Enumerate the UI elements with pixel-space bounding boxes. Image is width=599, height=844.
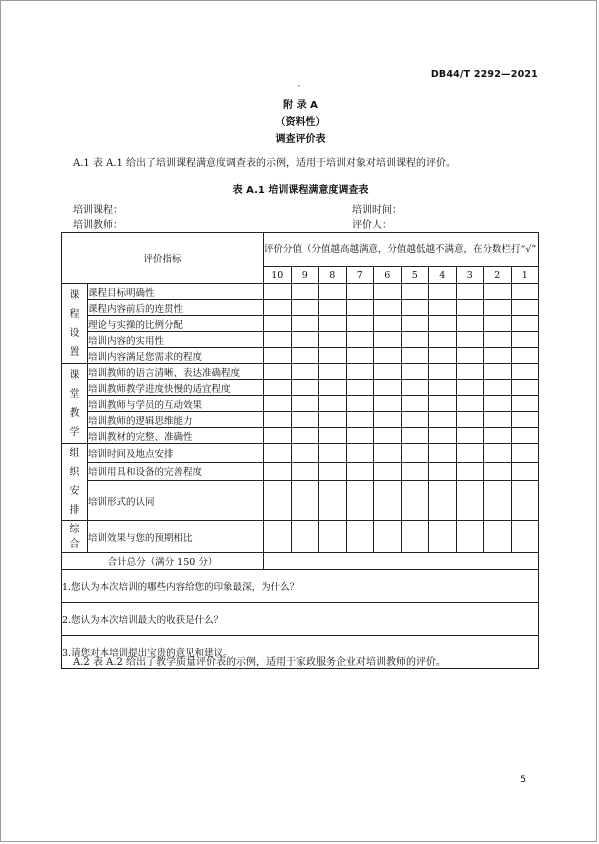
rating-cell[interactable]: [511, 284, 539, 300]
rating-cell[interactable]: [484, 380, 512, 396]
rating-cell[interactable]: [511, 444, 539, 463]
rating-cell[interactable]: [291, 332, 319, 348]
header-row: [62, 233, 539, 267]
rating-cell[interactable]: [374, 521, 402, 553]
rating-cell[interactable]: [401, 396, 429, 412]
question-text[interactable]: 3.请您对本培训提出宝贵的意见和建议。: [62, 636, 539, 669]
score-cell: 10: [264, 267, 292, 284]
rating-cell[interactable]: [291, 348, 319, 364]
rating-cell[interactable]: [401, 332, 429, 348]
rating-cell[interactable]: [511, 364, 539, 380]
indicator-header: 评价指标: [62, 233, 264, 284]
rating-cell[interactable]: [374, 284, 402, 300]
rating-cell[interactable]: [456, 481, 484, 521]
rating-cell[interactable]: [319, 316, 347, 332]
rating-cell[interactable]: [264, 348, 292, 364]
rating-cell[interactable]: [429, 348, 457, 364]
rating-cell[interactable]: [401, 462, 429, 481]
rating-cell[interactable]: [429, 332, 457, 348]
rating-cell[interactable]: [511, 380, 539, 396]
rating-cell[interactable]: [484, 300, 512, 316]
indicator-row: [62, 444, 539, 463]
rating-cell[interactable]: [291, 412, 319, 428]
rating-cell[interactable]: [456, 316, 484, 332]
rating-cell[interactable]: [291, 300, 319, 316]
score-cell: 5: [401, 267, 429, 284]
score-cell: 7: [346, 267, 374, 284]
rating-cell[interactable]: [319, 412, 347, 428]
rating-cell[interactable]: [346, 444, 374, 463]
rating-cell[interactable]: [291, 364, 319, 380]
rating-cell[interactable]: [346, 348, 374, 364]
indicator-row: [62, 364, 539, 380]
indicator-label: 培训教师与学员的互动效果: [88, 396, 264, 412]
survey-table: [61, 232, 539, 669]
question-text[interactable]: 1.您认为本次培训的哪些内容给您的印象最深，为什么？: [62, 570, 539, 603]
rating-cell[interactable]: [484, 316, 512, 332]
rating-cell[interactable]: [319, 332, 347, 348]
rating-cell[interactable]: [346, 300, 374, 316]
rating-cell[interactable]: [456, 428, 484, 444]
score-cell: 2: [484, 267, 512, 284]
rating-cell[interactable]: [511, 462, 539, 481]
rating-cell[interactable]: [429, 300, 457, 316]
score-cell: 4: [429, 267, 457, 284]
table-title: 表 A.1 培训课程满意度调查表: [232, 185, 369, 196]
paragraph-a1: A.1 表 A.1 给出了培训课程满意度调查表的示例，适用于培训对象对培训课程的评价。: [73, 158, 457, 169]
meta-course-label: 培训课程：: [73, 205, 123, 216]
rating-cell[interactable]: [429, 521, 457, 553]
rating-cell[interactable]: [264, 444, 292, 463]
indicator-row: [62, 462, 539, 481]
rating-cell[interactable]: [264, 481, 292, 521]
meta-time-label: 培训时间：: [352, 205, 402, 216]
rating-cell[interactable]: [374, 348, 402, 364]
rating-cell[interactable]: [264, 521, 292, 553]
indicator-label: 课程目标明确性: [88, 284, 264, 300]
indicator-row: [62, 332, 539, 348]
rating-cell[interactable]: [511, 412, 539, 428]
rating-cell[interactable]: [429, 380, 457, 396]
rating-cell[interactable]: [484, 396, 512, 412]
rating-cell[interactable]: [429, 396, 457, 412]
rating-cell[interactable]: [346, 316, 374, 332]
rating-cell[interactable]: [429, 481, 457, 521]
indicator-label: 培训教师教学进度快慢的适宜程度: [88, 380, 264, 396]
rating-cell[interactable]: [401, 284, 429, 300]
indicator-label: 课程内容前后的连贯性: [88, 300, 264, 316]
rating-cell[interactable]: [401, 364, 429, 380]
rating-cell[interactable]: [429, 444, 457, 463]
rating-cell[interactable]: [401, 348, 429, 364]
indicator-label: 培训教材的完整、准确性: [88, 428, 264, 444]
score-cell: 3: [456, 267, 484, 284]
rating-cell[interactable]: [346, 412, 374, 428]
score-cell: 9: [291, 267, 319, 284]
rating-cell[interactable]: [346, 428, 374, 444]
rating-cell[interactable]: [401, 412, 429, 428]
rating-cell[interactable]: [319, 428, 347, 444]
rating-cell[interactable]: [264, 412, 292, 428]
rating-cell[interactable]: [484, 332, 512, 348]
rating-cell[interactable]: [291, 481, 319, 521]
rating-cell[interactable]: [264, 332, 292, 348]
indicator-label: 培训形式的认同: [88, 481, 264, 521]
rating-cell[interactable]: [456, 348, 484, 364]
rating-cell[interactable]: [511, 332, 539, 348]
rating-cell[interactable]: [401, 481, 429, 521]
rating-cell[interactable]: [484, 364, 512, 380]
rating-cell[interactable]: [374, 380, 402, 396]
rating-cell[interactable]: [511, 348, 539, 364]
rating-cell[interactable]: [456, 444, 484, 463]
rating-cell[interactable]: [374, 364, 402, 380]
total-label: 合计总分（满分 150 分）: [62, 553, 264, 570]
rating-cell[interactable]: [319, 380, 347, 396]
rating-cell[interactable]: [401, 316, 429, 332]
rating-cell[interactable]: [429, 364, 457, 380]
rating-cell[interactable]: [291, 462, 319, 481]
total-row: [62, 553, 539, 570]
rating-cell[interactable]: [456, 364, 484, 380]
indicator-label: 培训教师的语言清晰、表达准确程度: [88, 364, 264, 380]
appendix-heading: [1, 97, 599, 148]
rating-cell[interactable]: [511, 396, 539, 412]
rating-cell[interactable]: [456, 284, 484, 300]
indicator-row: [62, 380, 539, 396]
indicator-label: 培训内容满足您需求的程度: [88, 348, 264, 364]
rating-cell[interactable]: [484, 462, 512, 481]
rating-cell[interactable]: [484, 412, 512, 428]
rating-cell[interactable]: [429, 428, 457, 444]
total-score-cell[interactable]: [264, 553, 539, 570]
indicator-row: [62, 316, 539, 332]
rating-cell[interactable]: [346, 284, 374, 300]
rating-cell[interactable]: [291, 284, 319, 300]
rating-cell[interactable]: [264, 428, 292, 444]
document-code: DB44/T 2292—2021: [430, 69, 538, 80]
score-cell: 1: [511, 267, 539, 284]
rating-cell[interactable]: [511, 521, 539, 553]
rating-cell[interactable]: [484, 481, 512, 521]
rating-cell[interactable]: [429, 412, 457, 428]
indicator-label: 培训教师的逻辑思维能力: [88, 412, 264, 428]
paragraph-a2: A.2 表 A.2 给出了教学质量评价表的示例，适用于家政服务企业对培训教师的评价。: [73, 657, 447, 668]
rating-cell[interactable]: [264, 364, 292, 380]
rating-cell[interactable]: [374, 428, 402, 444]
rating-cell[interactable]: [264, 300, 292, 316]
rating-cell[interactable]: [401, 444, 429, 463]
rating-cell[interactable]: [291, 428, 319, 444]
category-label: 综合: [62, 521, 88, 553]
rating-cell[interactable]: [511, 300, 539, 316]
rating-cell[interactable]: [374, 444, 402, 463]
rating-cell[interactable]: [264, 462, 292, 481]
meta-teacher-label: 培训教师：: [73, 220, 123, 231]
rating-cell[interactable]: [319, 300, 347, 316]
rating-cell[interactable]: [346, 396, 374, 412]
question-row: [62, 603, 539, 636]
meta-evaluator-label: 评价人：: [352, 220, 392, 231]
rating-cell[interactable]: [484, 284, 512, 300]
rating-cell[interactable]: [429, 462, 457, 481]
rating-cell[interactable]: [456, 462, 484, 481]
rating-cell[interactable]: [374, 300, 402, 316]
rating-cell[interactable]: [511, 428, 539, 444]
appendix-subtitle: 调查评价表: [275, 134, 326, 145]
rating-cell[interactable]: [291, 521, 319, 553]
rating-cell[interactable]: [346, 332, 374, 348]
rating-cell[interactable]: [374, 316, 402, 332]
rating-cell[interactable]: [346, 364, 374, 380]
rating-cell[interactable]: [456, 300, 484, 316]
rating-cell[interactable]: [319, 444, 347, 463]
indicator-row: [62, 428, 539, 444]
indicator-label: 培训内容的实用性: [88, 332, 264, 348]
rating-cell[interactable]: [346, 462, 374, 481]
rating-cell[interactable]: [319, 481, 347, 521]
rating-cell[interactable]: [374, 462, 402, 481]
rating-cell[interactable]: [456, 412, 484, 428]
rating-cell[interactable]: [319, 284, 347, 300]
rating-cell[interactable]: [319, 521, 347, 553]
rating-cell[interactable]: [484, 444, 512, 463]
rating-cell[interactable]: [291, 444, 319, 463]
rating-cell[interactable]: [346, 521, 374, 553]
rating-cell[interactable]: [346, 481, 374, 521]
rating-cell[interactable]: [374, 396, 402, 412]
rating-cell[interactable]: [264, 316, 292, 332]
rating-cell[interactable]: [456, 380, 484, 396]
category-label: 组织安排: [62, 444, 88, 521]
indicator-row: [62, 284, 539, 300]
rating-cell[interactable]: [401, 428, 429, 444]
indicator-label: 培训时间及地点安排: [88, 444, 264, 463]
indicator-row: [62, 348, 539, 364]
rating-cell[interactable]: [484, 521, 512, 553]
rating-cell[interactable]: [401, 300, 429, 316]
rating-cell[interactable]: [484, 428, 512, 444]
appendix-title: 附 录 A: [283, 100, 318, 111]
rating-cell[interactable]: [374, 332, 402, 348]
rating-cell[interactable]: [511, 481, 539, 521]
rating-cell[interactable]: [319, 364, 347, 380]
indicator-label: 培训效果与您的预期相比: [88, 521, 264, 553]
rating-cell[interactable]: [319, 396, 347, 412]
indicator-row: [62, 521, 539, 553]
rating-cell[interactable]: [401, 521, 429, 553]
rating-cell[interactable]: [429, 316, 457, 332]
indicator-row: [62, 481, 539, 521]
rating-cell[interactable]: [456, 396, 484, 412]
indicator-label: 培训用具和设备的完善程度: [88, 462, 264, 481]
rating-cell[interactable]: [401, 380, 429, 396]
rating-cell[interactable]: [264, 380, 292, 396]
question-row: [62, 570, 539, 603]
rating-cell[interactable]: [374, 412, 402, 428]
score-header: 评价分值（分值越高越满意，分值越低越不满意，在分数栏打“√”: [264, 233, 539, 267]
rating-cell[interactable]: [291, 316, 319, 332]
rating-cell[interactable]: [264, 284, 292, 300]
rating-cell[interactable]: [456, 332, 484, 348]
rating-cell[interactable]: [319, 462, 347, 481]
rating-cell[interactable]: [346, 380, 374, 396]
category-label: 课程设置: [62, 284, 88, 364]
category-label: 课堂教学: [62, 364, 88, 444]
rating-cell[interactable]: [484, 348, 512, 364]
indicator-row: [62, 412, 539, 428]
rating-cell[interactable]: [264, 396, 292, 412]
rating-cell[interactable]: [374, 481, 402, 521]
rating-cell[interactable]: [319, 348, 347, 364]
score-cell: 8: [319, 267, 347, 284]
rating-cell[interactable]: [456, 521, 484, 553]
page-number: 5: [520, 775, 526, 785]
appendix-nature: （资料性）: [275, 117, 326, 128]
indicator-label: 理论与实操的比例分配: [88, 316, 264, 332]
rating-cell[interactable]: [511, 316, 539, 332]
rating-cell[interactable]: [291, 396, 319, 412]
question-text[interactable]: 2.您认为本次培训最大的收获是什么？: [62, 603, 539, 636]
small-mark: ′: [298, 85, 301, 95]
score-cell: 6: [374, 267, 402, 284]
rating-cell[interactable]: [429, 284, 457, 300]
indicator-row: [62, 300, 539, 316]
indicator-row: [62, 396, 539, 412]
rating-cell[interactable]: [291, 380, 319, 396]
